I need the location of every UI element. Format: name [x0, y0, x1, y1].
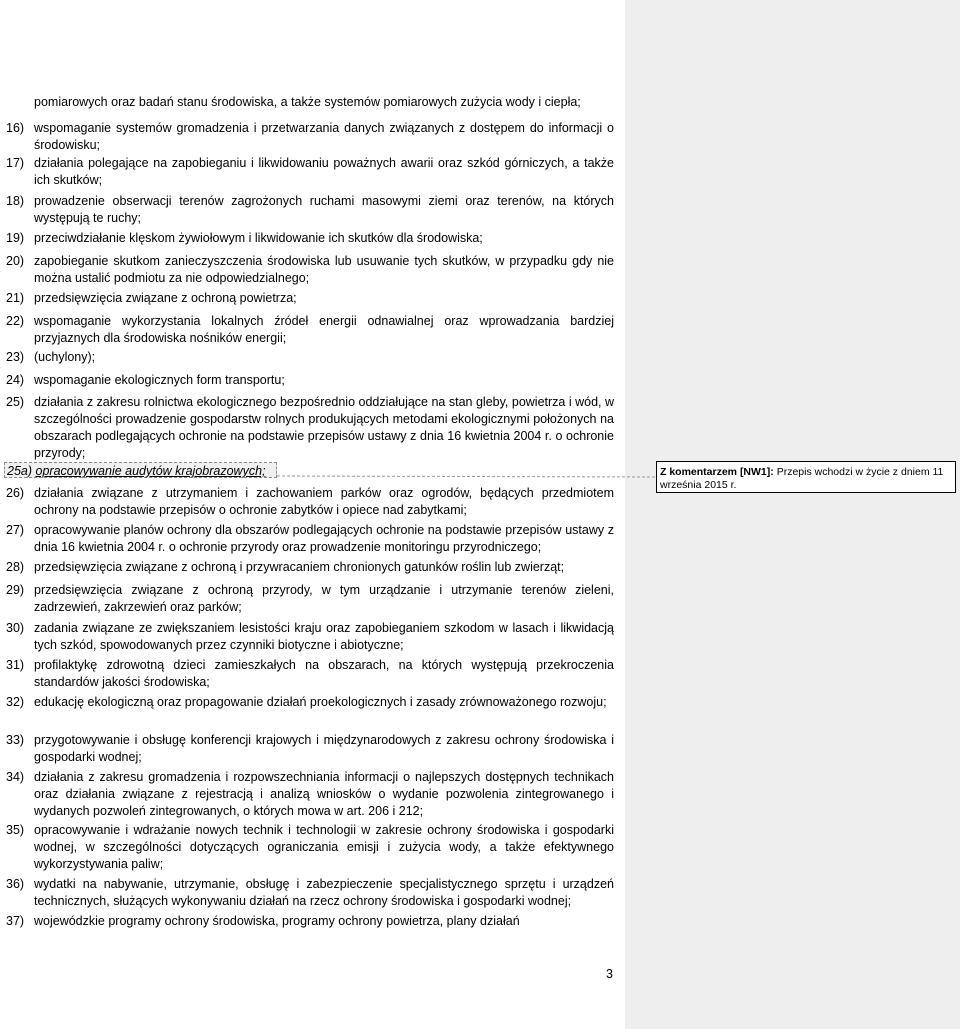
item-text: edukację ekologiczną oraz propagowanie działań proekologicznych i zasady zrównoważonego rozwoju;: [34, 695, 607, 709]
item-number: 17): [6, 156, 25, 170]
comment-balloon[interactable]: [656, 461, 956, 493]
item-text: wydatki na nabywanie, utrzymanie, obsługę i zabezpieczenie specjalistycznego sprzętu i urządzeń technicznych, służących wykonywaniu działań na rzecz ochrony środowiska i gospodarki wodnej;: [34, 877, 614, 908]
item-text: działania z zakresu gromadzenia i rozpowszechniania informacji o najlepszych dostępnych technikach oraz działania związane z rejestracją i analizą wniosków o wydanie pozwolenia zintegrowanego i wydanych pozwoleń zintegrowanych, o których mowa w art. 206 i 212;: [34, 770, 614, 818]
item-text: zapobieganie skutkom zanieczyszczenia środowiska lub usuwanie tych skutków, w przypadku gdy nie można ustalić podmiotu za nie odpowiedzialnego;: [34, 254, 614, 285]
comment-margin-pane: [625, 0, 960, 1029]
item-number: 37): [6, 914, 25, 928]
item-text: przedsięwzięcia związane z ochroną i przywracaniem chronionych gatunków roślin lub zwierząt;: [34, 560, 565, 574]
item-text: prowadzenie obserwacji terenów zagrożonych ruchami masowymi ziemi oraz terenów, na których występują te ruchy;: [34, 194, 614, 225]
item-text: przeciwdziałanie klęskom żywiołowym i likwidowanie ich skutków dla środowiska;: [34, 231, 483, 245]
item-number: 19): [6, 231, 25, 245]
item-number: 16): [6, 121, 25, 135]
item-text: wspomaganie wykorzystania lokalnych źródeł energii odnawialnej oraz wprowadzania bardziej przyjaznych dla środowiska nośników energii;: [34, 314, 614, 345]
item-text: przygotowywanie i obsługę konferencji krajowych i międzynarodowych z zakresu ochrony środowiska i gospodarki wodnej;: [34, 733, 614, 764]
item-text: przedsięwzięcia związane z ochroną przyrody, w tym urządzanie i utrzymanie terenów zieleni, zadrzewień, zakrzewień oraz parków;: [34, 583, 614, 614]
item-number: 36): [6, 877, 25, 891]
item-number: 22): [6, 314, 25, 328]
item-number: 26): [6, 486, 25, 500]
item-number: 33): [6, 733, 25, 747]
item-number: 34): [6, 770, 25, 784]
item-number: 21): [6, 291, 25, 305]
item-text: działania związane z utrzymaniem i zachowaniem parków oraz ogrodów, będących przedmiotem ochrony na podstawie przepisów o ochronie zabytków i opiece nad zabytkami;: [34, 486, 614, 517]
item-number: 23): [6, 350, 25, 364]
item-number: 25): [6, 395, 25, 409]
highlight-number: 25a): [7, 464, 33, 478]
item-text: działania z zakresu rolnictwa ekologicznego bezpośrednio oddziałujące na stan gleby, powietrza i wód, w szczególności prowadzenie gospodarstw rolnych produkujących metodami ekologicznymi położonych na obszarach podlegających ochronie na podstawie przepisów ustawy z dnia 16 kwietnia 2004 r. o ochronie przyrody;: [34, 395, 614, 460]
commented-highlight[interactable]: [4, 462, 277, 478]
item-number: 28): [6, 560, 25, 574]
item-text: zadania związane ze zwiększaniem lesistości kraju oraz zapobieganiem szkodom w lasach i likwidacją tych szkód, spowodowanych przez czynniki biotyczne i abiotyczne;: [34, 621, 614, 652]
item-text: opracowywanie planów ochrony dla obszarów podlegających ochronie na podstawie przepisów ustawy z dnia 16 kwietnia 2004 r. o ochronie przyrody oraz prowadzenie monitoringu przyrodniczego;: [34, 523, 614, 554]
item-text: wojewódzkie programy ochrony środowiska, programy ochrony powietrza, plany działań: [34, 914, 520, 928]
comment-label: Z komentarzem [NW1]:: [660, 466, 774, 478]
item-text: wspomaganie ekologicznych form transportu;: [34, 373, 285, 387]
item-text: opracowywanie i wdrażanie nowych technik i technologii w zakresie ochrony środowiska i gospodarki wodnej, w szczególności dotyczących ograniczania emisji i zużycia wody, a także efektywnego wykorzystywania paliw;: [34, 823, 614, 871]
item-number: 32): [6, 695, 25, 709]
item-text: przedsięwzięcia związane z ochroną powietrza;: [34, 291, 297, 305]
item-number: 29): [6, 583, 25, 597]
item-number: 20): [6, 254, 25, 268]
page-number: 3: [606, 967, 613, 981]
item-text: działania polegające na zapobieganiu i likwidowaniu poważnych awarii oraz szkód górniczych, a także ich skutków;: [34, 156, 614, 187]
item-number: 24): [6, 373, 25, 387]
highlight-text: opracowywanie audytów krajobrazowych;: [35, 464, 266, 478]
item-number: 27): [6, 523, 25, 537]
item-number: 18): [6, 194, 25, 208]
item-number: 30): [6, 621, 25, 635]
intro-paragraph: pomiarowych oraz badań stanu środowiska, a także systemów pomiarowych zużycia wody i ciepła;: [34, 95, 581, 109]
item-number: 31): [6, 658, 25, 672]
item-text: wspomaganie systemów gromadzenia i przetwarzania danych związanych z dostępem do informacji o środowisku;: [34, 121, 614, 152]
comment-text: Przepis wchodzi w życie z dniem 11 września 2015 r.: [660, 466, 944, 491]
item-text: profilaktykę zdrowotną dzieci zamieszkałych na obszarach, na których występują przekroczenia standardów jakości środowiska;: [34, 658, 614, 689]
item-number: 35): [6, 823, 25, 837]
item-text: (uchylony);: [34, 350, 96, 364]
